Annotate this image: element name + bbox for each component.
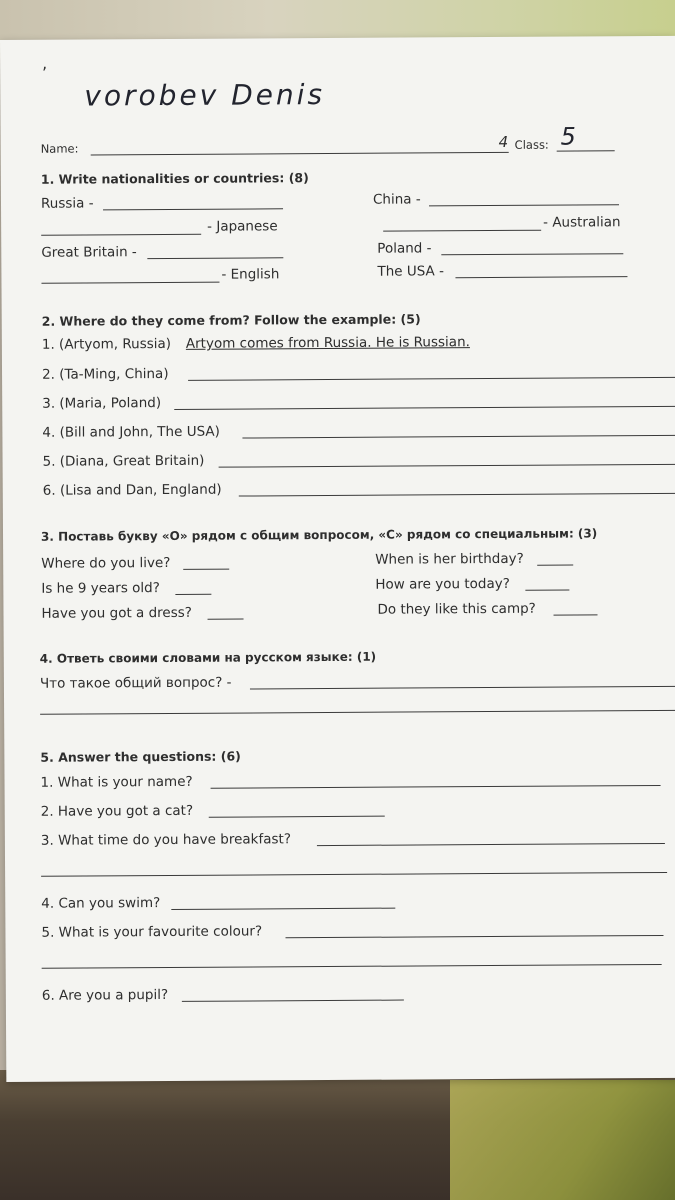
s3-question: When is her birthday? bbox=[375, 550, 524, 568]
s5-answer-line[interactable] bbox=[42, 964, 662, 969]
s3-blank[interactable] bbox=[554, 614, 598, 615]
s1-item-poland: Poland - bbox=[377, 240, 432, 257]
s5-answer-line[interactable] bbox=[211, 785, 661, 789]
handwritten-mark: 4 bbox=[498, 132, 509, 151]
s5-question: 5. What is your favourite colour? bbox=[41, 923, 263, 941]
s3-question: How are you today? bbox=[375, 575, 510, 593]
s2-item: 5. (Diana, Great Britain) bbox=[42, 452, 205, 470]
s5-answer-line[interactable] bbox=[41, 872, 667, 877]
s2-item: 4. (Bill and John, The USA) bbox=[42, 423, 220, 441]
section5-title: 5. Answer the questions: (6) bbox=[40, 748, 241, 765]
s5-answer-line[interactable] bbox=[171, 908, 395, 910]
s1-blank[interactable] bbox=[41, 234, 201, 236]
s2-answer-line[interactable] bbox=[219, 464, 675, 468]
s3-question: Have you got a dress? bbox=[41, 604, 193, 622]
s4-answer-line[interactable] bbox=[250, 686, 675, 690]
s2-answer-line[interactable] bbox=[188, 377, 675, 381]
s1-blank[interactable] bbox=[41, 282, 219, 284]
s3-blank[interactable] bbox=[175, 594, 211, 595]
s3-blank[interactable] bbox=[183, 569, 229, 570]
s2-answer-line[interactable] bbox=[242, 435, 675, 439]
s3-blank[interactable] bbox=[537, 565, 573, 566]
s3-blank[interactable] bbox=[208, 619, 244, 620]
section1-title: 1. Write nationalities or countries: (8) bbox=[40, 170, 309, 187]
section3-title: 3. Поставь букву «О» рядом с общим вопросом, «С» рядом со специальным: (3) bbox=[40, 526, 598, 544]
s4-question: Что такое общий вопрос? - bbox=[39, 674, 232, 692]
s4-answer-line[interactable] bbox=[40, 710, 675, 715]
s5-answer-line[interactable] bbox=[209, 816, 385, 818]
s3-question: Is he 9 years old? bbox=[41, 580, 160, 597]
s2-item: 2. (Ta-Ming, China) bbox=[41, 365, 169, 383]
s1-blank[interactable] bbox=[147, 257, 283, 259]
s2-item: 3. (Maria, Poland) bbox=[42, 395, 162, 412]
handwritten-class: 5 bbox=[560, 122, 579, 151]
s5-question: 3. What time do you have breakfast? bbox=[40, 831, 292, 849]
s1-item-japanese: - Japanese bbox=[207, 218, 278, 235]
s5-question: 1. What is your name? bbox=[40, 773, 193, 791]
name-label: Name: bbox=[40, 141, 79, 156]
s1-blank[interactable] bbox=[429, 204, 619, 206]
s1-item-australian: - Australian bbox=[543, 214, 621, 231]
s5-answer-line[interactable] bbox=[317, 843, 665, 846]
s5-question: 6. Are you a pupil? bbox=[41, 986, 169, 1004]
s5-answer-line[interactable] bbox=[285, 935, 663, 938]
name-field[interactable] bbox=[91, 152, 509, 156]
s5-question: 4. Can you swim? bbox=[41, 895, 161, 912]
s3-blank[interactable] bbox=[525, 590, 569, 591]
s1-item-china: China - bbox=[372, 191, 421, 208]
s1-item-great-britain: Great Britain - bbox=[41, 244, 137, 261]
s5-answer-line[interactable] bbox=[182, 1000, 404, 1002]
s2-answer-line[interactable] bbox=[174, 406, 675, 410]
pen-mark: , bbox=[42, 53, 48, 73]
worksheet bbox=[0, 36, 675, 1082]
s1-item-english: - English bbox=[221, 266, 280, 283]
section4-title: 4. Ответь своими словами на русском языке: (1) bbox=[39, 649, 377, 666]
s2-answer-line[interactable] bbox=[239, 493, 675, 497]
s3-question: Where do you live? bbox=[41, 554, 171, 572]
s1-blank[interactable] bbox=[383, 230, 541, 232]
class-label: Class: bbox=[514, 137, 549, 152]
s1-item-the-usa: The USA - bbox=[377, 263, 444, 280]
handwritten-student-name: vorobev Denis bbox=[84, 78, 326, 113]
s3-question: Do they like this camp? bbox=[377, 600, 536, 618]
background-object bbox=[450, 1080, 675, 1200]
s2-example-prompt: 1. (Artyom, Russia) bbox=[41, 335, 172, 353]
s1-blank[interactable] bbox=[455, 276, 627, 278]
s1-blank[interactable] bbox=[103, 208, 283, 210]
s2-example-answer: Artyom comes from Russia. He is Russian. bbox=[185, 334, 470, 352]
s5-question: 2. Have you got a cat? bbox=[40, 802, 194, 820]
s1-item-russia: Russia - bbox=[40, 195, 94, 212]
s1-blank[interactable] bbox=[441, 253, 623, 255]
section2-title: 2. Where do they come from? Follow the example: (5) bbox=[41, 311, 421, 329]
s2-item: 6. (Lisa and Dan, England) bbox=[42, 481, 222, 499]
